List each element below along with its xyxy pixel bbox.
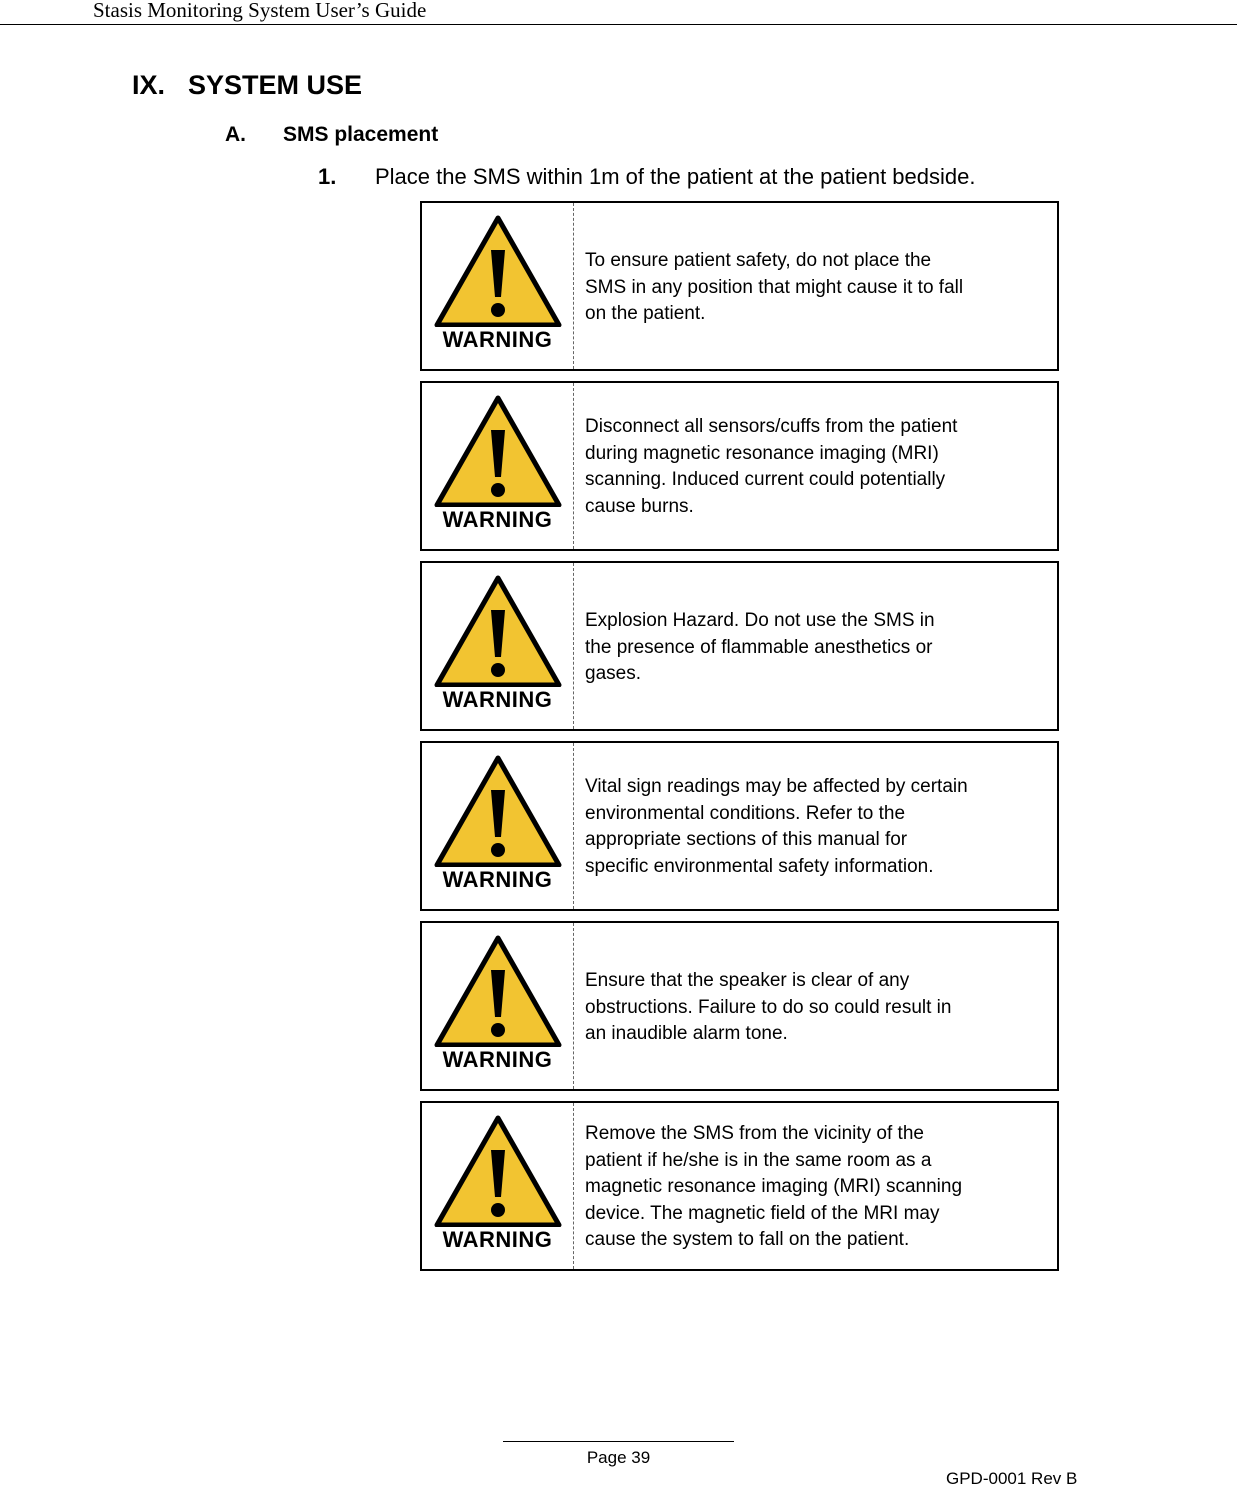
footer-rule — [503, 1441, 734, 1442]
warning-box — [420, 381, 1059, 551]
warning-line: SMS in any position that might cause it to fall — [585, 276, 964, 298]
warning-message — [585, 774, 1049, 880]
step-number: 1. — [318, 164, 337, 189]
subsection-number: A. — [225, 123, 246, 146]
warning-line: To ensure patient safety, do not place the — [585, 250, 932, 271]
warning-line: Explosion Hazard. Do not use the SMS in — [585, 610, 935, 631]
warning-box — [420, 741, 1059, 911]
step-item — [318, 162, 975, 192]
warning-triangle-icon — [434, 395, 562, 507]
section-number: IX. — [132, 70, 166, 100]
warning-line: an inaudible alarm tone. — [585, 1023, 788, 1044]
warning-label: WARNING — [442, 1227, 553, 1252]
warning-line: specific environmental safety information. — [585, 855, 934, 877]
warning-label: WARNING — [442, 867, 553, 892]
warning-box — [420, 1101, 1059, 1271]
warning-triangle-icon — [434, 935, 562, 1047]
warning-message — [585, 968, 1049, 1048]
running-header — [0, 0, 1237, 25]
warning-line: the presence of flammable anesthetics or — [585, 636, 933, 658]
warning-icon-cell — [422, 923, 574, 1089]
page-number: Page 39 — [586, 1448, 651, 1467]
warning-triangle-icon — [434, 575, 562, 687]
warning-line: Remove the SMS from the vicinity of the — [585, 1123, 924, 1144]
warning-box — [420, 921, 1059, 1091]
warning-box — [420, 561, 1059, 731]
warning-triangle-icon — [434, 1115, 562, 1227]
document-id: GPD-0001 Rev B — [946, 1469, 1078, 1488]
warning-icon-cell — [422, 203, 574, 369]
section-heading — [132, 68, 362, 102]
warning-line: device. The magnetic field of the MRI may — [585, 1202, 940, 1224]
warning-line: gases. — [585, 663, 641, 684]
warning-line: on the patient. — [585, 303, 706, 324]
warning-line: scanning. Induced current could potentially — [585, 469, 946, 490]
warning-triangle-icon — [434, 755, 562, 867]
subsection-heading — [225, 121, 438, 149]
warning-message — [585, 1121, 1049, 1254]
warning-triangle-icon — [434, 215, 562, 327]
warning-line: environmental conditions. Refer to the — [585, 802, 906, 824]
warning-icon-cell — [422, 743, 574, 909]
warning-line: Ensure that the speaker is clear of any — [585, 970, 910, 991]
warning-icon-cell — [422, 1103, 574, 1269]
section-title: SYSTEM USE — [188, 70, 363, 100]
step-text: Place the SMS within 1m of the patient at the patient bedside. — [375, 164, 976, 189]
warning-label: WARNING — [442, 687, 553, 712]
warning-icon-cell — [422, 383, 574, 549]
warning-line: cause the system to fall on the patient. — [585, 1229, 910, 1250]
warning-message — [585, 248, 1049, 328]
warning-line: appropriate sections of this manual for — [585, 829, 908, 850]
warning-icon-cell — [422, 563, 574, 729]
warning-label: WARNING — [442, 1047, 553, 1072]
warning-message — [585, 608, 1049, 688]
warning-line: during magnetic resonance imaging (MRI) — [585, 442, 939, 464]
warning-line: Disconnect all sensors/cuffs from the patient — [585, 416, 958, 437]
warning-line: patient if he/she is in the same room as a — [585, 1149, 932, 1171]
warning-box — [420, 201, 1059, 371]
warning-line: Vital sign readings may be affected by certain — [585, 776, 968, 797]
document-title: Stasis Monitoring System User’s Guide — [93, 0, 427, 22]
warning-message — [585, 414, 1049, 520]
warning-label: WARNING — [442, 507, 553, 532]
warning-line: magnetic resonance imaging (MRI) scanning — [585, 1176, 963, 1197]
subsection-title: SMS placement — [283, 123, 439, 146]
warning-line: obstructions. Failure to do so could result in — [585, 996, 952, 1018]
warning-line: cause burns. — [585, 495, 694, 517]
warning-label: WARNING — [442, 327, 553, 352]
